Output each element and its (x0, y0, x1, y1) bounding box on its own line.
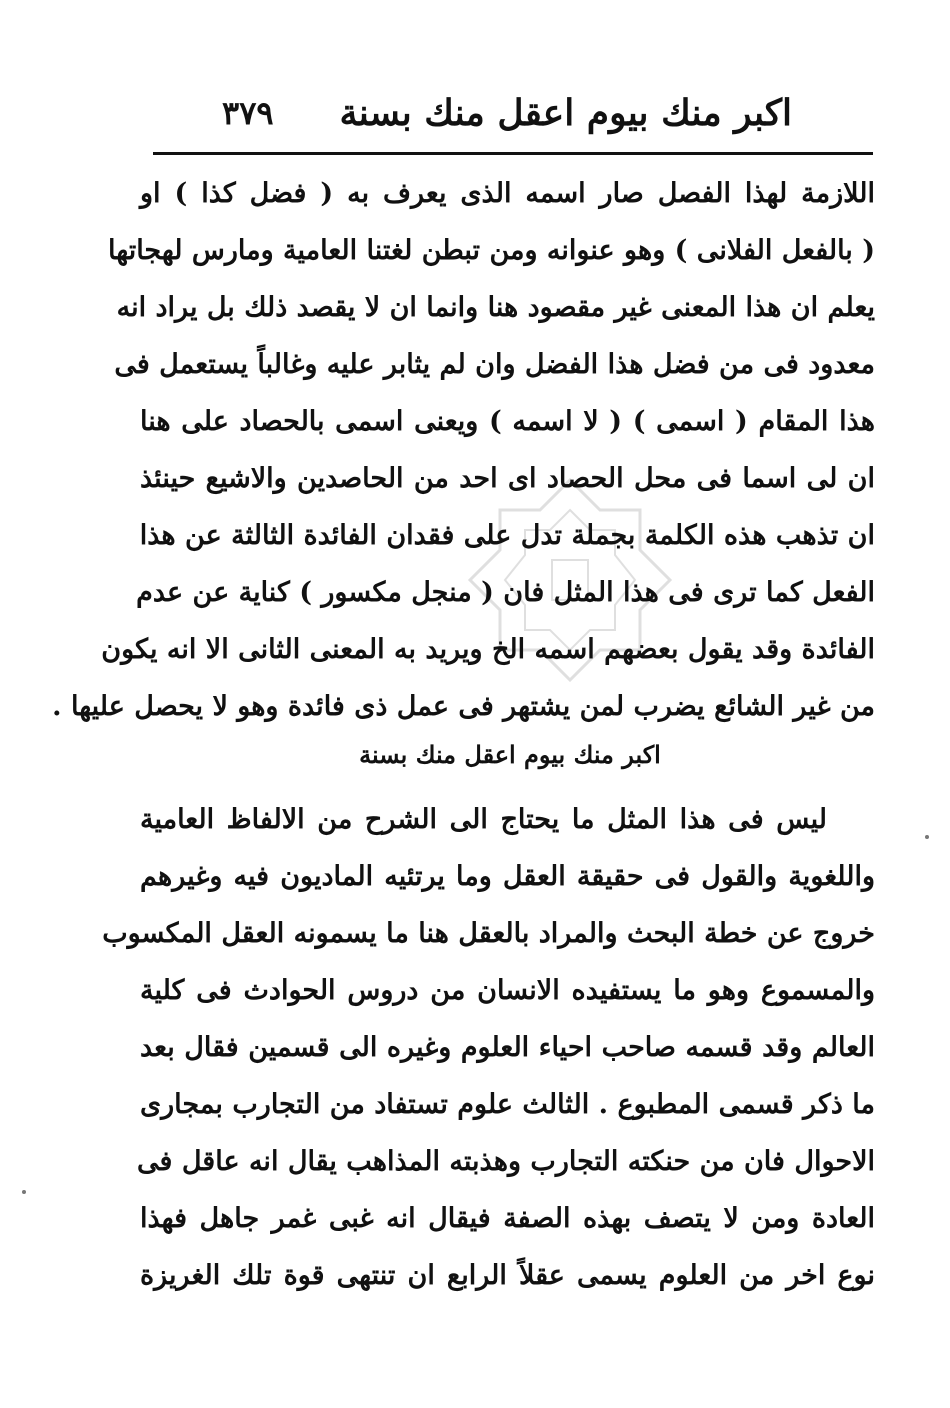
text-line: نوع اخر من العلوم يسمى عقلاً الرابع ان تنتهى قوة تلك الغريزة (140, 1260, 875, 1291)
text-line: ليس فى هذا المثل ما يحتاج الى الشرح من الالفاظ العامية (140, 804, 827, 835)
text-line: ان لى اسما فى محل الحصاد اى احد من الحاصدين والاشيع حينئذ (140, 463, 875, 494)
text-line: العادة ومن لا يتصف بهذه الصفة فيقال انه غبى غمر جاهل فهذا (140, 1203, 875, 1234)
running-title: اكبر منك بيوم اعقل منك بسنة (339, 92, 792, 134)
section-heading: اكبر منك بيوم اعقل منك بسنة (359, 740, 661, 769)
text-line: ان تذهب هذه الكلمة بجملة تدل على فقدان الفائدة الثالثة عن هذا (139, 520, 875, 551)
text-line: الاحوال فان من حنكته التجارب وهذبته المذاهب يقال انه عاقل فى (137, 1146, 875, 1177)
text-line: هذا المقام ( اسمى ) ( لا اسمه ) ويعنى اسمى بالحصاد على هنا (140, 406, 875, 437)
text-line: الفائدة وقد يقول بعضهم اسمه الخ ويريد به المعنى الثانى الا انه يكون (101, 634, 875, 665)
text-line: واللغوية والقول فى حقيقة العقل وما يرتئيه الماديون فيه وغيرهم (140, 861, 875, 892)
scan-speck (925, 835, 929, 839)
text-line: معدود فى من فضل هذا الفضل وان لم يثابر عليه وغالباً يستعمل فى (114, 349, 875, 380)
text-line: والمسموع وهو ما يستفيده الانسان من دروس الحوادث فى كلية (140, 975, 875, 1006)
text-line: خروج عن خطة البحث والمراد بالعقل هنا ما يسمونه العقل المكسوب (102, 918, 875, 949)
text-line: يعلم ان هذا المعنى غير مقصود هنا وانما ان لا يقصد ذلك بل يراد انه (116, 292, 875, 323)
text-line: الفعل كما ترى فى هذا المثل فان ( منجل مكسور ) كناية عن عدم (136, 577, 875, 608)
text-line: العالم وقد قسمه صاحب احياء العلوم وغيره الى قسمين فقال بعد (140, 1032, 875, 1063)
scan-speck (22, 1190, 26, 1194)
text-line: اللازمة لهذا الفصل صار اسمه الذى يعرف به ( فضل كذا ) او (140, 178, 875, 209)
text-line: من غير الشائع يضرب لمن يشتهر فى عمل ذى فائدة وهو لا يحصل عليها . (52, 691, 875, 722)
text-line: ما ذكر قسمى المطبوع . الثالث علوم تستفاد من التجارب بمجارى (140, 1089, 875, 1120)
page-number: ٣٧٩ (222, 94, 274, 132)
text-line: ( بالفعل الفلانى ) وهو عنوانه ومن تبطن لغتنا العامية ومارس لهجاتها (108, 235, 875, 266)
